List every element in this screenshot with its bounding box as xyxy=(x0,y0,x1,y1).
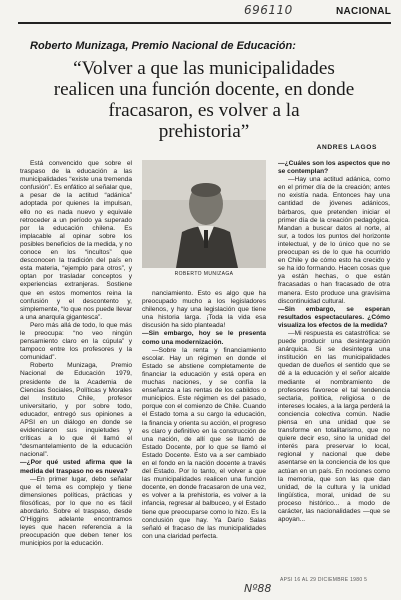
article-headline xyxy=(28,58,380,142)
header-rule xyxy=(18,22,391,24)
headline-line: realicen una función docente, en donde xyxy=(53,79,355,100)
article-column-1 xyxy=(20,160,132,549)
article-paragraph: Roberto Munizaga, Premio Nacional de Educación 1979, presidente de la Academia de Ciencias Sociales, Políticas y Morales del Instituto Chile, profesor universitario, y por sobre todo, educador, entregó sus opiniones a APSI en un diálogo en donde se evidenciaron sus inquietudes y críticas a lo que él llamó el “desmantelamiento de la educación nacional”. xyxy=(20,362,132,459)
portrait-illustration xyxy=(142,160,266,268)
article-paragraph: nanciamiento. Esto es algo que ha preocupado mucho a los legisladores chilenos, y hay una legislación que tiene una historia larga. ¡Toda la vida esa discusión ha sido planteada! xyxy=(142,290,266,330)
article-paragraph: —Mi respuesta es catastrófica: se puede producir una desintegración anárquica. Si se desintegra una institución en las municipalidades quedan de dueños el sentido que se dé a la educación y el señor alcalde mediante el nombramiento de profesores favorece el tal tendencia sectaria, política, religiosa o de intereses locales, a la larga perderá la conciencia colectiva común. Nadie piensa en una unidad que se transforme en totalitarismo, que no quiere decir eso, sino la unidad del interés para preservar lo local, regional y nacional que debe asentarse en la conciencia de los que actúan en un país. En nociones como la memoria, que son las que dan unidad, de la cultura y la unidad lingüística, moral, unidad de su proceso histórico... a modo de carácter, las nacionalidades —que se apoyan... xyxy=(278,329,390,524)
interview-question: —Sin embargo, se esperan resultados espectaculares. ¿Cómo visualiza los efectos de la medida? xyxy=(278,305,390,329)
article-paragraph: —Hay una actitud adánica, como en el primer día de la creación; antes no existía nada. Entonces hay una cantidad de jóvenes adánicos, bárbaros, que pretenden iniciar el primer día de la creación pedagógica. Mandan a buscar datos al norte, al sur, a todos los puntos del horizonte intelectual, y de lo único que no se preocupan es de lo que ha ocurrido en Chile y de cómo esto ha crecido y se ha ido formando. Hacen cosas que ya están hechas, o que están fracasadas o han fracasado de otra manera. Esto produce una gravísima discontinuidad cultural. xyxy=(278,176,390,305)
interview-question: —¿Cuáles son los aspectos que no se contemplan? xyxy=(278,160,390,176)
handwritten-reference-number: 696110 xyxy=(244,3,293,17)
issue-stamp: Nº88 xyxy=(244,582,272,595)
interview-question: —¿Por qué usted afirma que la medida del traspaso no es nueva? xyxy=(20,459,132,475)
article-column-3 xyxy=(278,160,390,524)
article-paragraph: —Sobre la renta y financiamiento escolar. Hay un régimen en donde el Estado se abstiene completamente de financiar la educación y está opera en muchas naciones, y se confía la enseñanza a las rentas de los cabildos o municipios. Este régimen es del pasado, porque con el comienzo de Chile. Cuando el Estado toma a su cargo la educación, la financia y orienta su acción, el progreso es claro y definitivo en la construcción de una nación, de allí que se llamó de Estado Docente, por lo que se llamó el Estado Docente. Esto va a ser cambiado en el fondo en la nación docente a través del Estado. Por lo tanto, el volver a que las municipalidades realicen una función docente, en donde fracasaron de una vez, es volver a la prehistoria, es volver a la infancia, regresar al balbuceo, y el Estado tiene que preocuparse como lo hizo. Es la conclusión que hay. Ya Darío Salas señaló el fracaso de las municipalidades con una claridad perfecta. xyxy=(142,346,266,540)
article-byline: ANDRES LAGOS xyxy=(316,144,377,151)
headline-line: prehistoria” xyxy=(158,121,250,142)
page-footer: APSI 16 AL 29 DICIEMBRE 1980 5 xyxy=(280,577,368,583)
section-label: NACIONAL xyxy=(336,6,392,17)
article-paragraph: —En primer lugar, debo señalar que el tema es complejo y tiene dimensiones políticas, prácticas y filosóficas, por lo que no es fácil abordarlo. Sobre el traspaso, desde O’Higgins adelante encontramos leyes que hacen referencia a la preocupación que deben tener los municipios por la educación. xyxy=(20,475,132,548)
article-column-2 xyxy=(142,290,266,541)
article-kicker: Roberto Munizaga, Premio Nacional de Educación: xyxy=(30,40,296,52)
article-paragraph: Pero más allá de todo, lo que más le preocupa: “no veo ningún pensamiento claro en la cúpula” y tampoco entre los profesores y la comunidad”. xyxy=(20,321,132,362)
photo-caption: ROBERTO MUNIZAGA xyxy=(174,271,234,277)
portrait-photo xyxy=(142,160,266,268)
article-paragraph: Está convencido que sobre el traspaso de la educación a las municipalidades “existe una tremenda confusión”. Es enfático al señalar que, a pesar de la actitud “adánica” adoptada por quienes la impulsan, ello no es nada nuevo y equivale retroceder a un período ya superado por la educación chilena. Es implacable al opinar sobre los posibles beneficios de la medida, y no conoce en los “incultos” que desconocen la tradición del país en esta materia, “ejemplo para otros”, y optan por trasladar conceptos y experiencias extranjeras. Sostiene que en estos momentos reina la confusión y el descontento y, simplemente, “lo que nos puede llevar a una anarquía gigantesca”. xyxy=(20,160,132,321)
headline-line: fracasaron, es volver a la xyxy=(108,100,300,121)
headline-line: “Volver a que las municipalidades xyxy=(73,58,335,79)
interview-question: —Sin embargo, hoy se le presenta como una modernización. xyxy=(142,330,266,346)
